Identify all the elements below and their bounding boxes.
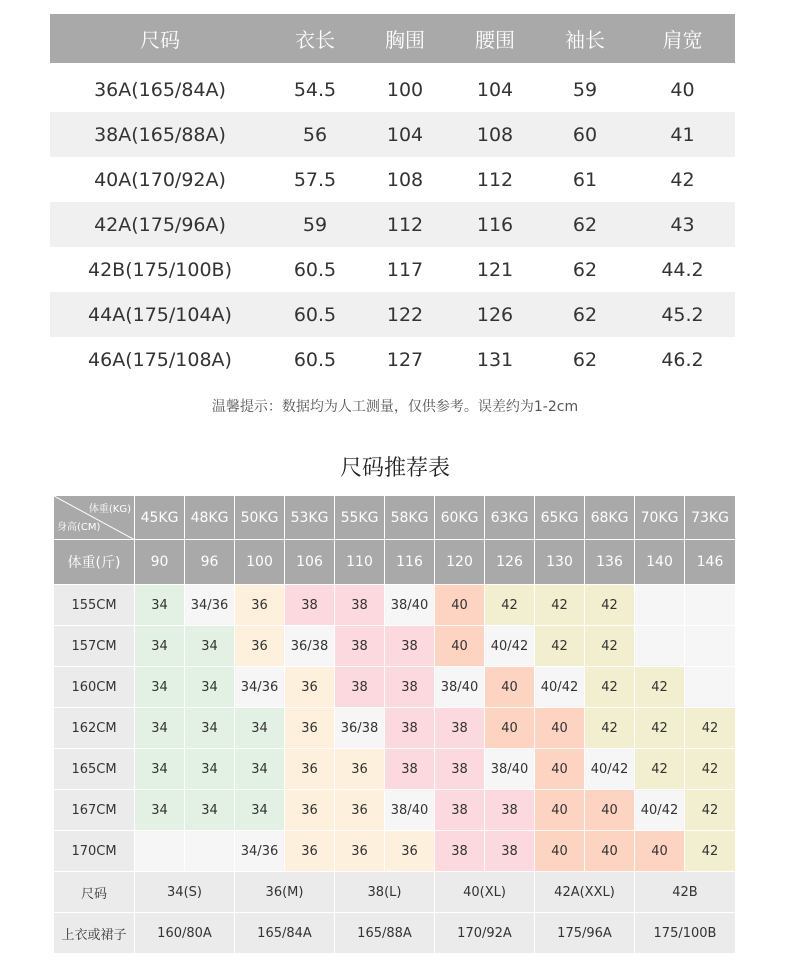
recommend-cell: 40/42 <box>535 667 585 708</box>
recommend-cell: 34 <box>185 667 235 708</box>
size-measurement-table <box>50 14 735 382</box>
garment-cell: 165/84A <box>235 913 335 954</box>
size-table-cell: 131 <box>476 348 514 371</box>
recommend-cell: 36 <box>285 831 335 872</box>
recommend-cell: 34 <box>135 790 185 831</box>
header-sleeve: 袖长 <box>565 28 605 52</box>
recommend-cell: 42 <box>635 749 685 790</box>
size-table-row <box>50 112 735 157</box>
size-table-cell: 59 <box>572 78 598 101</box>
recommend-cell: 40 <box>535 831 585 872</box>
recommend-row <box>54 749 736 790</box>
recommend-cell: 38 <box>385 667 435 708</box>
weight-kg-cell: 45KG <box>135 496 185 540</box>
recommend-row <box>54 831 736 872</box>
size-table-cell: 44.2 <box>661 258 704 281</box>
recommend-cell: 36 <box>285 749 335 790</box>
weight-kg-row <box>54 496 736 540</box>
size-cell: 42A(XXL) <box>535 872 635 913</box>
size-table-cell: 60 <box>572 123 598 146</box>
measurement-note: 温馨提示：数据均为人工测量，仅供参考。误差约为1-2cm <box>211 399 579 415</box>
weight-jin-cell: 140 <box>635 540 685 585</box>
garment-cell: 175/100B <box>635 913 736 954</box>
weight-kg-cell: 73KG <box>685 496 736 540</box>
height-label: 157CM <box>54 626 135 667</box>
recommend-cell: 36 <box>235 585 285 626</box>
size-table-cell: 112 <box>476 168 514 191</box>
recommend-cell: 36 <box>385 831 435 872</box>
size-table-cell: 59 <box>302 213 328 236</box>
recommend-cell: 42 <box>685 749 736 790</box>
size-table-header <box>50 14 735 63</box>
weight-jin-cell: 116 <box>385 540 435 585</box>
height-label: 170CM <box>54 831 135 872</box>
recommend-cell: 38 <box>435 790 485 831</box>
weight-jin-cell: 110 <box>335 540 385 585</box>
size-table-cell: 100 <box>386 78 424 101</box>
recommend-cell: 40 <box>535 790 585 831</box>
weight-jin-label: 体重(斤) <box>54 540 135 585</box>
size-table-cell: 42B(175/100B) <box>87 258 232 281</box>
recommend-cell <box>635 626 685 667</box>
recommend-cell: 38 <box>335 585 385 626</box>
recommend-cell: 38 <box>485 790 535 831</box>
recommend-cell: 40 <box>485 708 535 749</box>
recommend-cell: 34 <box>135 708 185 749</box>
recommend-cell: 38/40 <box>485 749 535 790</box>
recommend-cell: 38 <box>435 749 485 790</box>
recommend-cell: 40 <box>435 626 485 667</box>
recommend-cell: 40 <box>535 749 585 790</box>
header-size: 尺码 <box>140 28 180 52</box>
garment-row <box>54 913 736 954</box>
height-label: 167CM <box>54 790 135 831</box>
recommend-cell <box>685 585 736 626</box>
recommend-cell: 38 <box>435 831 485 872</box>
recommend-cell: 38 <box>285 585 335 626</box>
recommend-cell: 34 <box>135 749 185 790</box>
recommend-cell: 36 <box>335 790 385 831</box>
recommend-cell: 36 <box>335 749 385 790</box>
size-table-cell: 60.5 <box>293 303 337 326</box>
size-table-cell: 38A(165/88A) <box>94 123 226 146</box>
size-cell: 34(S) <box>135 872 235 913</box>
size-cell: 42B <box>635 872 736 913</box>
recommend-cell: 36 <box>285 667 335 708</box>
size-cell: 36(M) <box>235 872 335 913</box>
height-label: 155CM <box>54 585 135 626</box>
height-label: 160CM <box>54 667 135 708</box>
size-table-cell: 62 <box>572 303 598 326</box>
recommend-cell <box>635 585 685 626</box>
weight-kg-cell: 63KG <box>485 496 535 540</box>
recommend-cell: 38 <box>385 708 435 749</box>
recommend-cell: 40 <box>435 585 485 626</box>
weight-kg-cell: 53KG <box>285 496 335 540</box>
weight-jin-cell: 136 <box>585 540 635 585</box>
size-table-row <box>50 337 735 382</box>
garment-cell: 175/96A <box>535 913 635 954</box>
weight-jin-cell: 96 <box>185 540 235 585</box>
recommend-cell: 36/38 <box>285 626 335 667</box>
size-table-cell: 56 <box>302 123 328 146</box>
recommend-cell: 40 <box>635 831 685 872</box>
size-row-label: 尺码 <box>54 872 135 913</box>
size-table-row <box>50 247 735 292</box>
recommend-cell: 40/42 <box>485 626 535 667</box>
recommend-cell: 38/40 <box>435 667 485 708</box>
weight-jin-cell: 90 <box>135 540 185 585</box>
recommend-cell: 34 <box>185 790 235 831</box>
recommend-cell: 42 <box>535 585 585 626</box>
size-table-cell: 46A(175/108A) <box>88 348 232 371</box>
size-table-cell: 41 <box>670 123 695 146</box>
header-chest: 胸围 <box>385 28 425 52</box>
recommend-row <box>54 585 736 626</box>
weight-jin-row <box>54 540 736 585</box>
recommend-cell: 38 <box>335 667 385 708</box>
recommend-cell: 38 <box>485 831 535 872</box>
recommend-cell: 36 <box>235 626 285 667</box>
header-length: 衣长 <box>295 28 335 52</box>
recommend-cell: 38 <box>435 708 485 749</box>
size-table-cell: 116 <box>476 213 514 236</box>
header-shoulder: 肩宽 <box>662 28 703 52</box>
recommend-cell: 36/38 <box>335 708 385 749</box>
recommend-row <box>54 790 736 831</box>
recommend-cell: 34 <box>135 667 185 708</box>
recommend-cell: 34 <box>235 708 285 749</box>
recommend-cell: 42 <box>585 585 635 626</box>
recommend-cell: 42 <box>685 831 736 872</box>
weight-kg-cell: 65KG <box>535 496 585 540</box>
recommend-cell: 34 <box>235 790 285 831</box>
size-table-body <box>50 67 735 382</box>
weight-kg-cell: 55KG <box>335 496 385 540</box>
recommend-cell: 38 <box>385 626 435 667</box>
size-table-cell: 62 <box>572 213 598 236</box>
size-table-cell: 57.5 <box>293 168 337 191</box>
recommend-cell: 38/40 <box>385 790 435 831</box>
garment-cell: 165/88A <box>335 913 435 954</box>
size-table-cell: 127 <box>386 348 424 371</box>
recommend-cell: 34 <box>185 708 235 749</box>
recommend-cell: 40 <box>485 667 535 708</box>
weight-jin-cell: 130 <box>535 540 585 585</box>
recommend-cell: 42 <box>585 708 635 749</box>
size-table-row <box>50 202 735 247</box>
recommend-cell: 36 <box>285 708 335 749</box>
size-table-cell: 43 <box>670 213 695 236</box>
size-table-row <box>50 67 735 112</box>
size-cell: 40(XL) <box>435 872 535 913</box>
size-table-cell: 62 <box>572 258 598 281</box>
recommend-cell: 38 <box>385 749 435 790</box>
size-table-cell: 54.5 <box>293 78 337 101</box>
corner-weight-label: 体重(KG) <box>88 504 131 515</box>
size-table-row <box>50 157 735 202</box>
weight-jin-cell: 100 <box>235 540 285 585</box>
weight-kg-cell: 68KG <box>585 496 635 540</box>
size-table-cell: 40 <box>670 78 695 101</box>
weight-kg-cell: 60KG <box>435 496 485 540</box>
size-table-row <box>50 292 735 337</box>
size-table-cell: 112 <box>386 213 424 236</box>
weight-kg-cell: 48KG <box>185 496 235 540</box>
recommend-cell: 34 <box>235 749 285 790</box>
recommend-cell: 34/36 <box>235 667 285 708</box>
recommend-cell: 36 <box>335 831 385 872</box>
size-table-cell: 40A(170/92A) <box>94 168 226 191</box>
recommend-cell <box>685 626 736 667</box>
recommend-cell: 34 <box>185 626 235 667</box>
garment-cell: 160/80A <box>135 913 235 954</box>
recommend-row <box>54 708 736 749</box>
recommend-row <box>54 667 736 708</box>
size-table-cell: 104 <box>386 123 424 146</box>
size-table-cell: 62 <box>572 348 598 371</box>
recommend-cell: 40/42 <box>585 749 635 790</box>
recommend-cell: 42 <box>535 626 585 667</box>
recommend-cell: 42 <box>635 708 685 749</box>
recommend-cell: 42 <box>585 626 635 667</box>
weight-kg-cell: 70KG <box>635 496 685 540</box>
recommend-cell <box>135 831 185 872</box>
recommend-cell: 34/36 <box>235 831 285 872</box>
weight-jin-cell: 106 <box>285 540 335 585</box>
recommend-title: 尺码推荐表 <box>339 456 450 481</box>
recommend-cell: 34 <box>185 749 235 790</box>
corner-header <box>54 496 135 540</box>
recommend-cell: 40/42 <box>635 790 685 831</box>
recommend-cell: 36 <box>285 790 335 831</box>
size-table-cell: 61 <box>572 168 598 191</box>
size-cell: 38(L) <box>335 872 435 913</box>
size-recommend-table <box>54 496 736 954</box>
recommend-cell: 34/36 <box>185 585 235 626</box>
recommend-cell: 40 <box>585 831 635 872</box>
header-waist: 腰围 <box>475 28 515 52</box>
size-table-cell: 46.2 <box>661 348 704 371</box>
size-table-cell: 42A(175/96A) <box>94 213 226 236</box>
size-table-cell: 60.5 <box>293 258 337 281</box>
weight-kg-cell: 50KG <box>235 496 285 540</box>
weight-kg-cell: 58KG <box>385 496 435 540</box>
recommend-cell: 34 <box>135 585 185 626</box>
recommend-cell: 38/40 <box>385 585 435 626</box>
size-table-cell: 122 <box>386 303 424 326</box>
garment-cell: 170/92A <box>435 913 535 954</box>
recommend-cell: 42 <box>485 585 535 626</box>
size-table-cell: 121 <box>476 258 514 281</box>
size-table-cell: 60.5 <box>293 348 337 371</box>
recommend-cell: 40 <box>535 708 585 749</box>
recommend-cell <box>185 831 235 872</box>
size-row <box>54 872 736 913</box>
size-table-cell: 117 <box>386 258 424 281</box>
recommend-cell: 42 <box>635 667 685 708</box>
recommend-cell: 34 <box>135 626 185 667</box>
height-label: 165CM <box>54 749 135 790</box>
size-table-cell: 45.2 <box>661 303 704 326</box>
size-table-cell: 36A(165/84A) <box>94 78 226 101</box>
height-label: 162CM <box>54 708 135 749</box>
size-table-cell: 108 <box>386 168 424 191</box>
weight-jin-cell: 126 <box>485 540 535 585</box>
recommend-body <box>54 585 736 872</box>
weight-jin-cell: 146 <box>685 540 736 585</box>
recommend-cell: 42 <box>585 667 635 708</box>
recommend-cell: 40 <box>585 790 635 831</box>
size-table-cell: 104 <box>476 78 514 101</box>
recommend-row <box>54 626 736 667</box>
corner-height-label: 身高(CM) <box>57 522 101 533</box>
garment-row-label: 上衣或裙子 <box>54 913 135 954</box>
size-table-cell: 44A(175/104A) <box>88 303 232 326</box>
recommend-cell <box>685 667 736 708</box>
weight-jin-cell: 120 <box>435 540 485 585</box>
size-table-cell: 42 <box>670 168 695 191</box>
recommend-cell: 42 <box>685 708 736 749</box>
recommend-cell: 38 <box>335 626 385 667</box>
recommend-cell: 42 <box>685 790 736 831</box>
size-table-cell: 126 <box>476 303 514 326</box>
size-table-cell: 108 <box>476 123 514 146</box>
